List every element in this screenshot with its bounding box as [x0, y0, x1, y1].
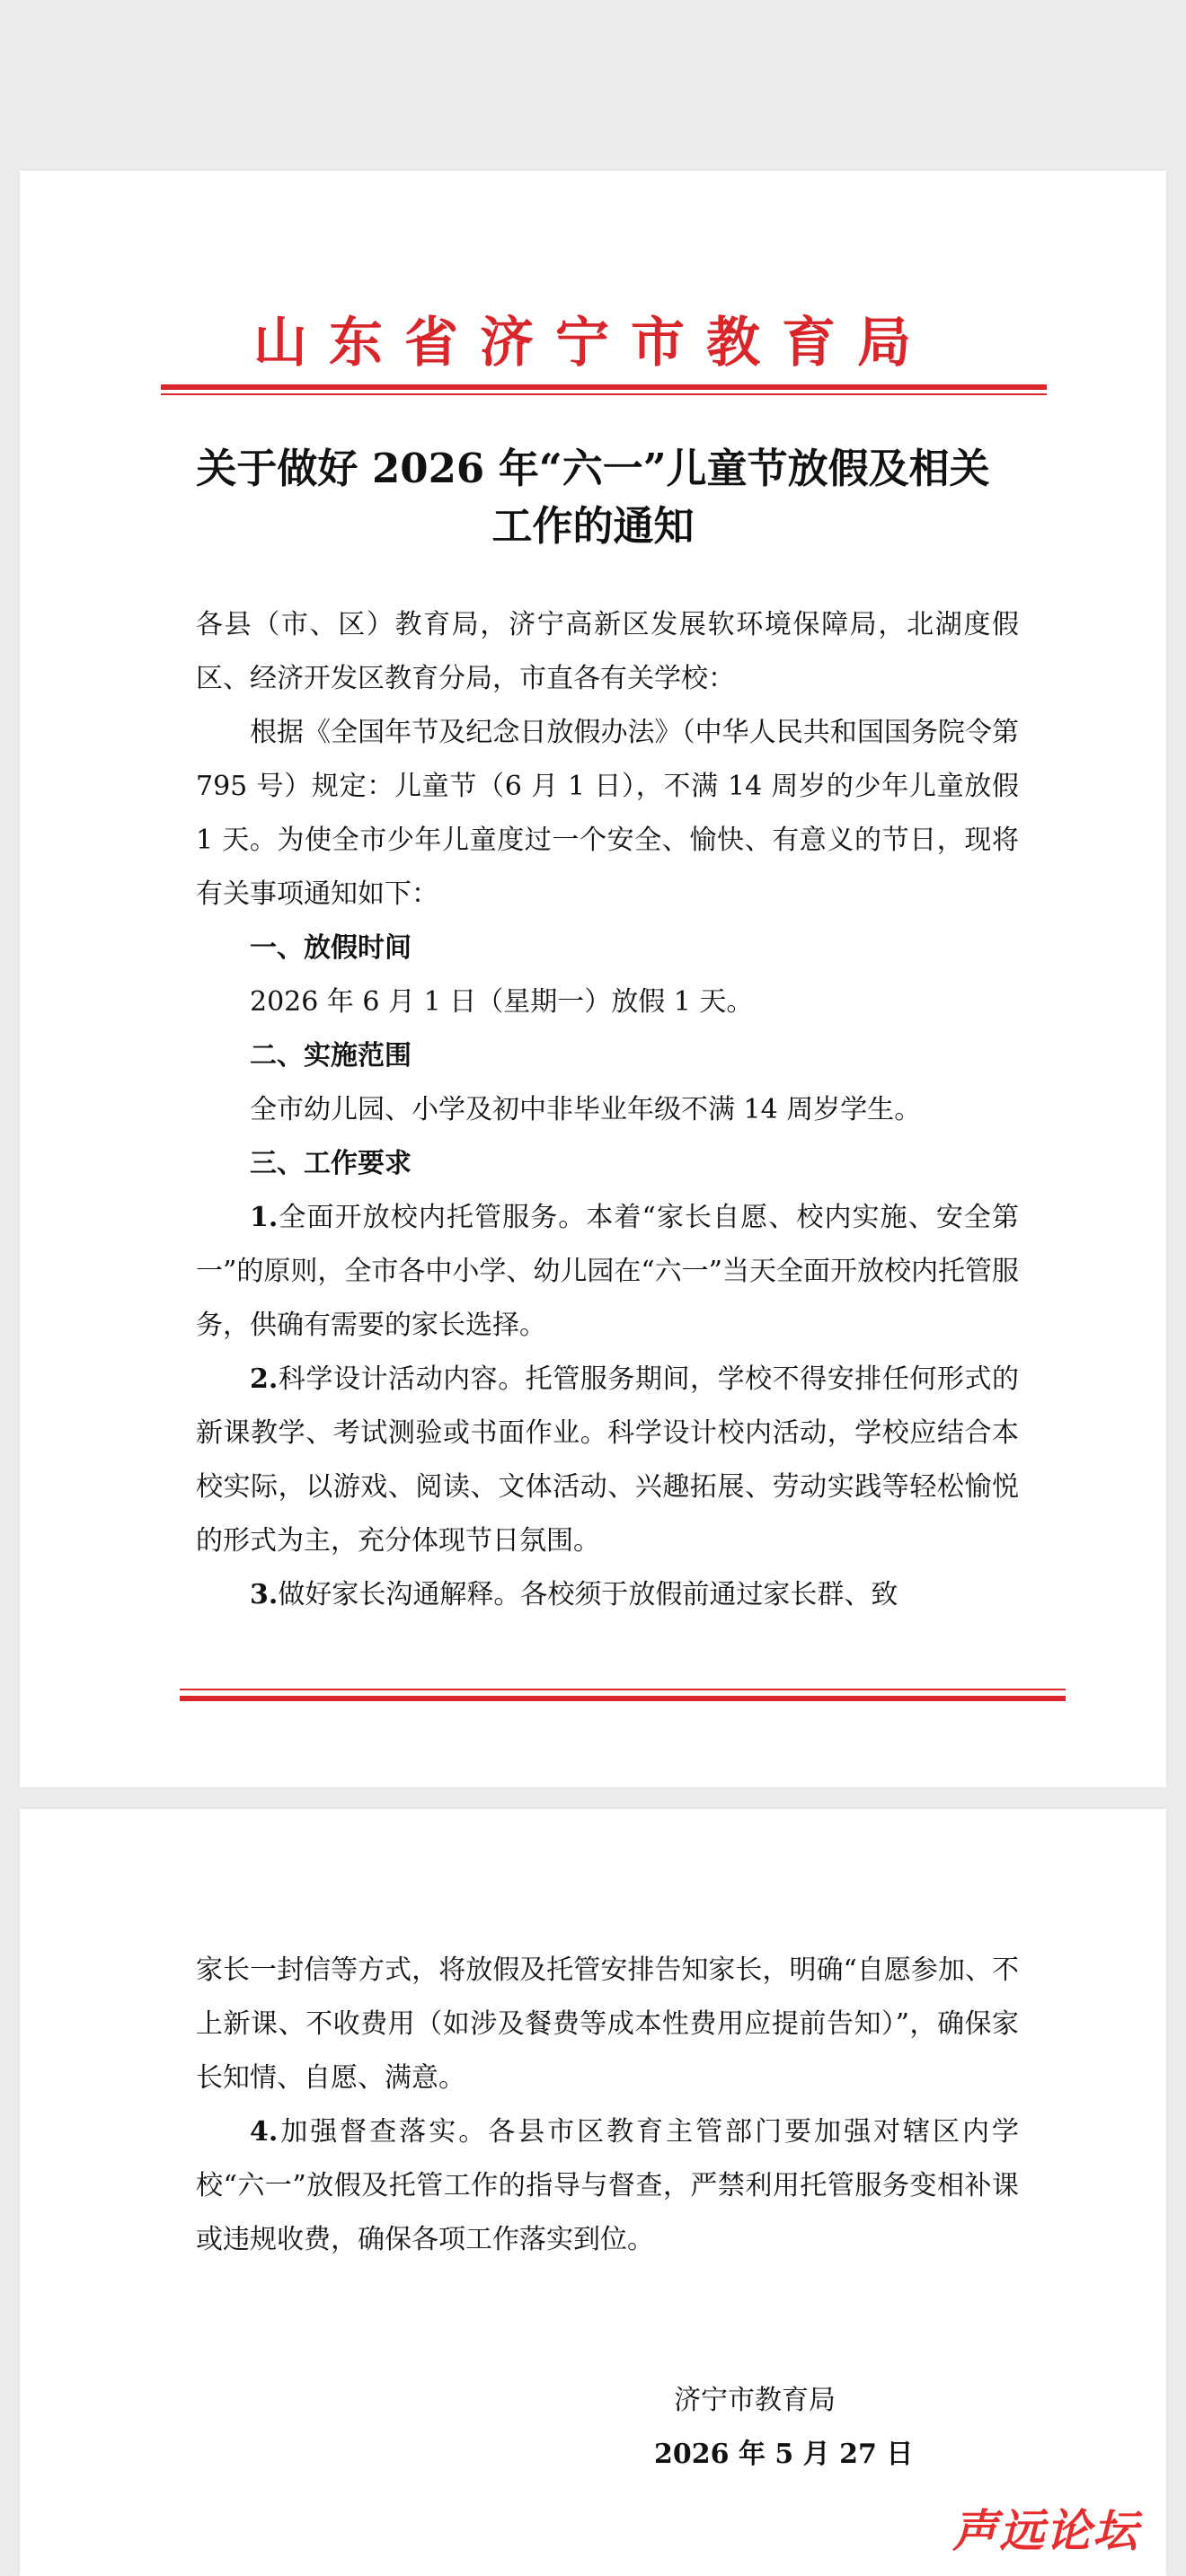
masthead-rule-thin — [161, 393, 1047, 395]
item-1-number: 1. — [250, 1202, 279, 1233]
signature-organization: 济宁市教育局 — [674, 2385, 836, 2416]
title-line-1: 关于做好 2026 年“六一”儿童节放假及相关 — [196, 445, 990, 492]
document-body-continued — [196, 1944, 1019, 2267]
footer-rule-thick — [180, 1696, 1066, 1701]
masthead-rule-thick — [161, 384, 1047, 390]
document-title — [128, 440, 1058, 555]
item-3-number: 3. — [250, 1579, 279, 1610]
section-2-title: 二、实施范围 — [250, 1040, 412, 1072]
section-2-text: 全市幼儿园、小学及初中非毕业年级不满 14 周岁学生。 — [250, 1094, 922, 1125]
forum-watermark: 声远论坛 — [952, 2505, 1139, 2557]
item-3-paragraph — [196, 1568, 1019, 1622]
item-2-number: 2. — [250, 1363, 279, 1395]
item-4-text: 加强督查落实。各县市区教育主管部门要加强对辖区内学校“六一”放假及托管工作的指导与督查，严禁利用托管服务变相补课或违规收费，确保各项工作落实到位。 — [196, 2116, 1019, 2255]
document-page-1 — [20, 171, 1166, 1787]
item-3-text-part-1: 做好家长沟通解释。各校须于放假前通过家长群、致 — [278, 1579, 898, 1610]
intro-paragraph: 根据《全国年节及纪念日放假办法》（中华人民共和国国务院令第 795 号）规定：儿童节（6 月 1 日），不满 14 周岁的少年儿童放假 1 天。为使全市少年儿童度过一个安全、愉快、有意义的节日，现将有关事项通知如下： — [196, 717, 1019, 910]
item-3-text-part-2: 家长一封信等方式，将放假及托管安排告知家长，明确“自愿参加、不上新课、不收费用（如涉及餐费等成本性费用应提前告知）”，确保家长知情、自愿、满意。 — [196, 1954, 1019, 2094]
item-1-text: 全面开放校内托管服务。本着“家长自愿、校内实施、安全第一”的原则，全市各中小学、幼儿园在“六一”当天全面开放校内托管服务，供确有需要的家长选择。 — [196, 1202, 1020, 1341]
item-1-paragraph — [196, 1191, 1019, 1353]
item-4-paragraph — [196, 2105, 1019, 2267]
document-masthead: 山东省济宁市教育局 — [253, 312, 933, 375]
salutation: 各县（市、区）教育局，济宁高新区发展软环境保障局，北湖度假区、经济开发区教育分局，市直各有关学校： — [196, 609, 1019, 694]
section-1-text: 2026 年 6 月 1 日（星期一）放假 1 天。 — [250, 986, 754, 1018]
document-page-2 — [20, 1809, 1166, 2576]
section-1-title: 一、放假时间 — [250, 932, 412, 964]
document-body — [196, 598, 1019, 1622]
footer-rule-thin — [180, 1689, 1066, 1690]
signature-date: 2026 年 5 月 27 日 — [654, 2439, 914, 2470]
item-4-number: 4. — [250, 2116, 279, 2148]
title-line-2: 工作的通知 — [491, 502, 695, 550]
item-2-paragraph — [196, 1353, 1019, 1568]
item-2-text: 科学设计活动内容。托管服务期间，学校不得安排任何形式的新课教学、考试测验或书面作业。科学设计校内活动，学校应结合本校实际，以游戏、阅读、文体活动、兴趣拓展、劳动实践等轻松愉悦的形式为主，充分体现节日氛围。 — [196, 1363, 1019, 1557]
section-3-title: 三、工作要求 — [250, 1148, 412, 1179]
